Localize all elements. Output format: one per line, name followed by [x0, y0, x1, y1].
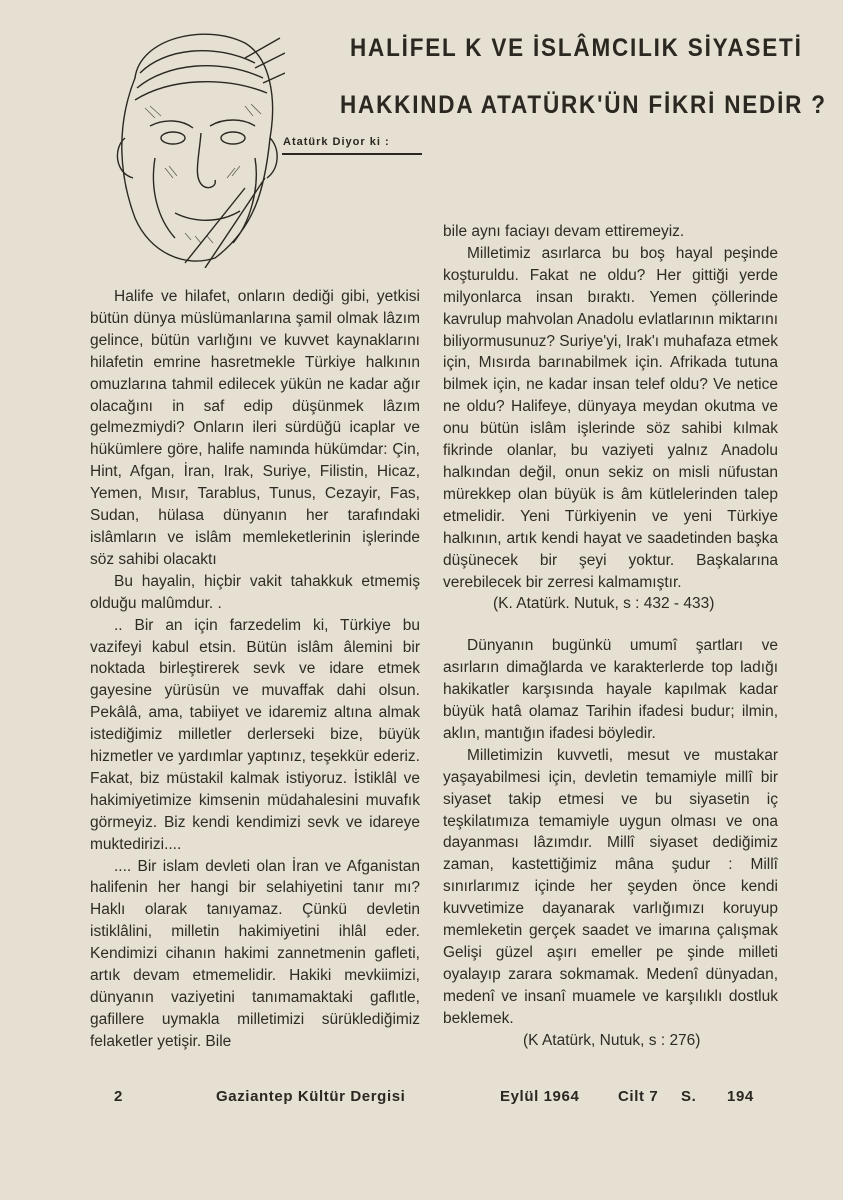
paragraph: Bu hayalin, hiçbir vakit tahakkuk etmemiş olduğu malûmdur. .: [90, 572, 420, 612]
paragraph: .... Bir islam devleti olan İran ve Afganistan halifenin her hangi bir selahiyetini tanır mı? Haklı olarak tanıyamaz. Çünkü devletin istiklâlini, milletin hakimiyetini ihlâl eder. Kendimizi cihanın hakimi zannetmenin gafleti, artık devam etmemelidir. Hakiki mevkiimizi, dünyanın vaziyetini tanımamaktaki gaflıtle, gafillere uymakla milletimizi sürüklediğimiz felaketler yetişir. Bile: [90, 857, 420, 1050]
issue-number: 194: [727, 1088, 754, 1105]
paragraph: .. Bir an için farzedelim ki, Türkiye bu vazifeyi kabul etsin. Bütün islâm âlemini bir noktada birleştirerek sevk ve idare etmek gayesine yürüsün ve muvaffak dahi olsun. Pekâlâ, ama, tabiiyet ve idaremiz altına almak istediğimiz milletler derlerseki bize, büyük hizmetler ve yardımlar yaptınız, teşekkür ederiz. Fakat, biz müstakil kalmak istiyoruz. İstiklâl ve hakimiyetimize kimsenin müdahalesini muvafık görmeyiz. Biz kendi kendimizi sevk ve idareye muktedirizi....: [90, 616, 420, 853]
paragraph: Dünyanın bugünkü umumî şartları ve asırların dimağlarda ve karakterlerde top ladığı hakikatler karşısında hayale kapılmak kadar büyük hatâ olamaz Tarihin ifadesi budur; ilmin, aklın, mantığın ifadesi böyledir.: [443, 637, 778, 742]
paragraph: Milletimiz asırlarca bu boş hayal peşinde koşturuldu. Fakat ne oldu? Her gittiği yerde milyonlarca insan bıraktı. Yemen çöllerinde kavrulup mahvolan Anadolu evlatlarının miktarını biliyormusunuz? Suriye'yi, Irak'ı muhafaza etmek için, Mısırda barınabilmek için. Afrikada tutuna bilmek için, ne kadar insan telef oldu? Ve netice ne oldu? Halifeye, dünyaya meydan okutma ve onu bütün islâm işlerinde söz sahibi kılmak fikrinde olanlar, bu vaziyeti yalnız Anadolu halkından değil, onun sekiz on misli nüfustan mürekkep olan büyük is âm kütlelerinden talep etmelidir. Yeni Türkiyenin ve yeni Türkiye halkının, artık kendi hayat ve saadetinden başka düşünecek bir şeyi yoktur. Başkalarına verebilecek bir zerresi kalmamıştır.: [443, 244, 778, 591]
article-subtitle: Atatürk Diyor ki :: [283, 136, 390, 148]
portrait-illustration: [95, 18, 285, 268]
article-title-line2: HAKKINDA ATATÜRK'ÜN FİKRİ NEDİR ?: [340, 91, 827, 119]
subtitle-underline: [282, 153, 422, 155]
issue-label: S.: [681, 1088, 697, 1105]
paragraph: bile aynı faciayı devam ettiremeyiz.: [443, 223, 685, 240]
page-number: 2: [114, 1088, 123, 1105]
right-column: [443, 221, 778, 1052]
volume: Cilt 7: [618, 1088, 659, 1105]
article-title-line1: HALİFEL K VE İSLÂMCILIK SİYASETİ: [350, 34, 803, 62]
left-column: [90, 286, 420, 1053]
citation: (K. Atatürk. Nutuk, s : 432 - 433): [493, 595, 715, 613]
citation: (K Atatürk, Nutuk, s : 276): [523, 1031, 701, 1049]
paragraph: Halife ve hilafet, onların dediği gibi, yetkisi bütün dünya müslümanlarına şamil olmak lâzım gelince, bütün varlığını ve kuvvet kaynaklarını hilafetin emrine hasretmekle Türkiye halkının omuzlarına tahmil edilecek yükün ne kadar ağır olacağını in saf edip düşünmek lâzım gelmezmiydi? Onların ileri sürdüğü icaplar ve hükümlere göre, halife namında hükümdar: Çin, Hint, Afgan, İran, Irak, Suriye, Filistin, Hicaz, Yemen, Mısır, Tarablus, Tunus, Cezayir, Fas, Sudan, hülasa dünyanın her tarafındaki islâmların ve islâm memleketlerinin işlerinde söz sahibi olacaktı: [90, 288, 420, 568]
magazine-name: Gaziantep Kültür Dergisi: [216, 1088, 406, 1105]
issue-date: Eylül 1964: [500, 1088, 580, 1105]
paragraph: Milletimizin kuvvetli, mesut ve mustakar yaşayabilmesi için, devletin temamiyle millî bir siyaset takip etmesi ve bu siyasetin iç teşkilatımıza temamiyle uygun olması ve ona dayanması lâzımdır. Millî siyaset dediğimiz zaman, kastettiğimiz mâna şudur : Millî sınırlarımız içinde her şeyden önce kendi kuvvetimize dayanarak varlığımızı koruyup memleketin gerçek saadet ve imarına çalışmak Gelişi güzel aşırı emeller pe şinde milleti oyalayıp zarara sokmamak. Medenî dünyadan, medenî ve insanî muamele ve karşılıklı dostluk beklemek.: [443, 746, 778, 1027]
